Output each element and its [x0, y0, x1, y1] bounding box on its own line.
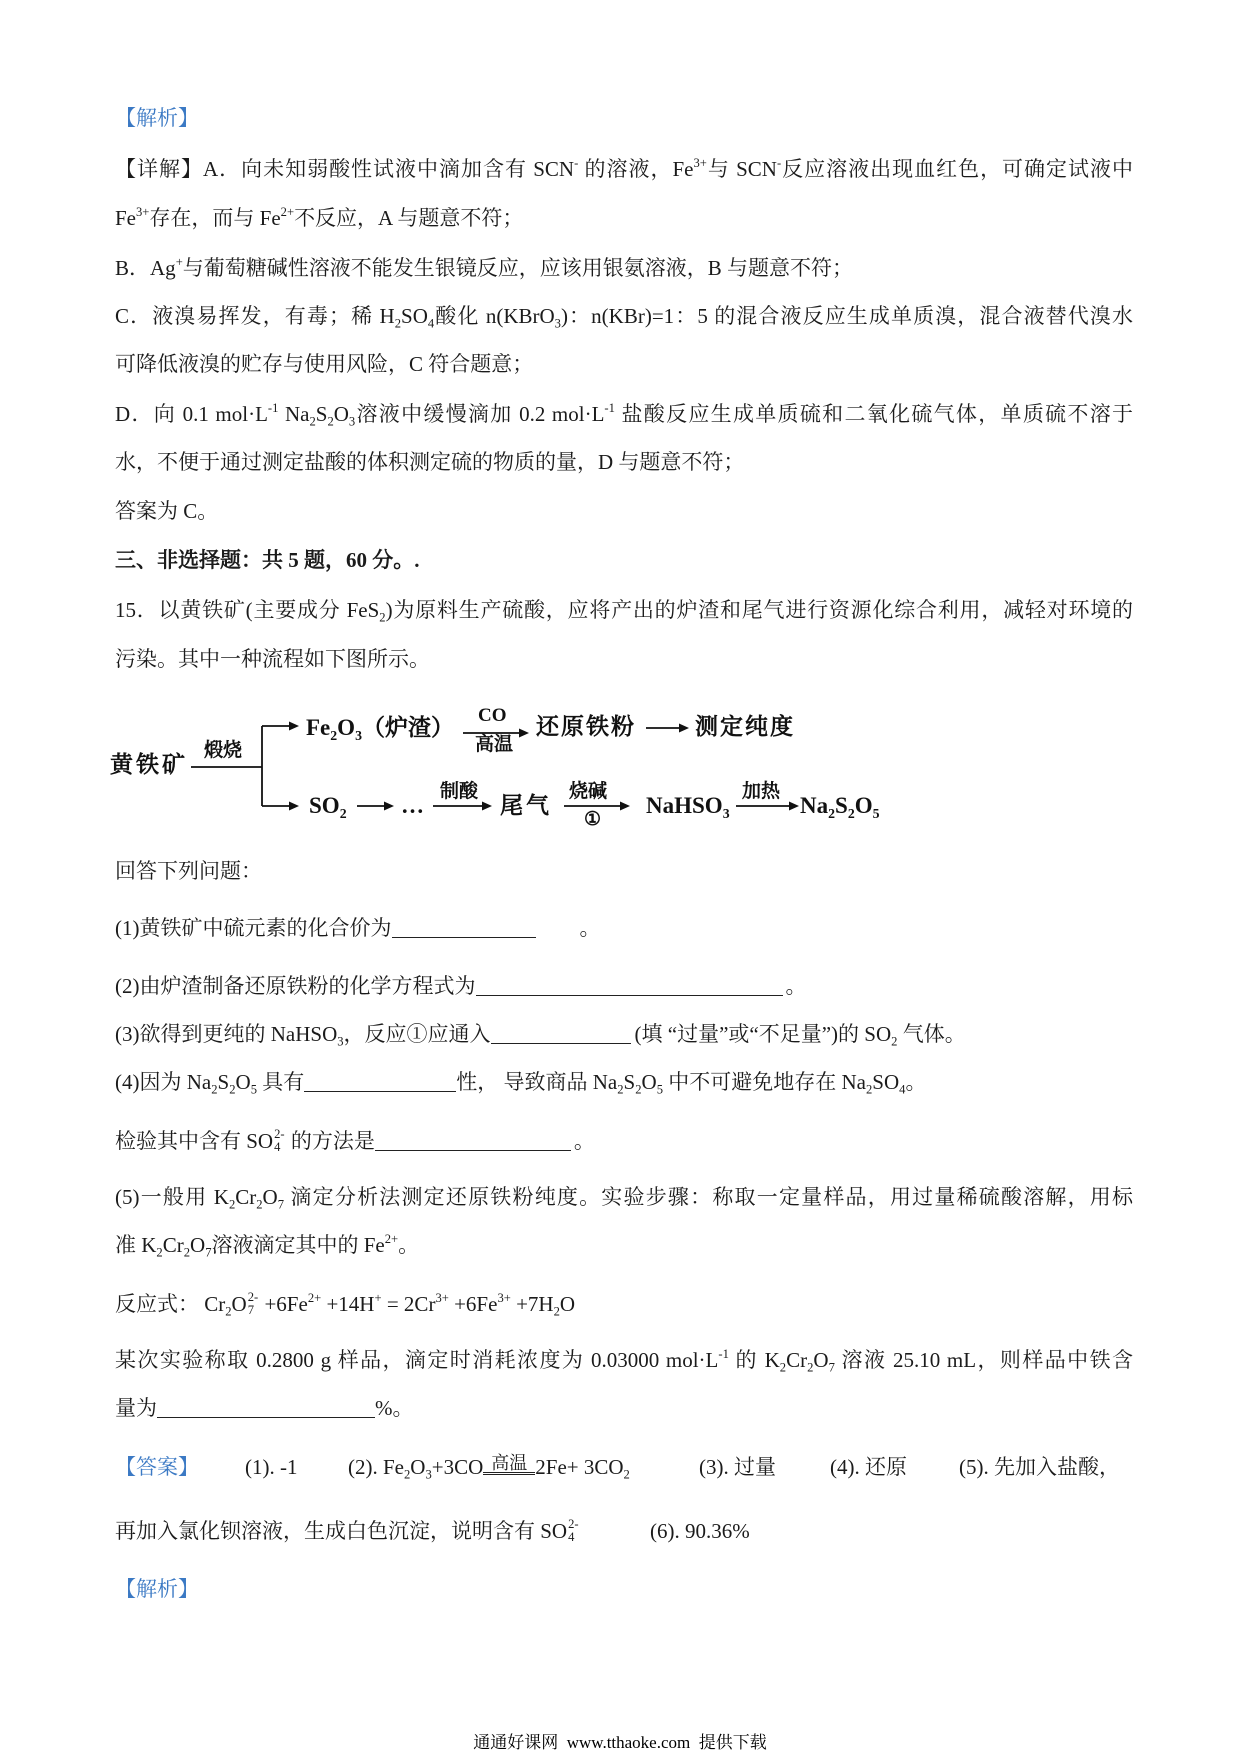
superscript: -1: [267, 401, 279, 416]
sub-question-5-line: [115, 1183, 1133, 1211]
subscript: 2: [553, 1304, 560, 1319]
text-run: （炉渣）: [361, 715, 454, 740]
reaction-equation: [115, 1290, 1133, 1318]
text-run: S: [315, 402, 328, 426]
superscript: 2+: [384, 1232, 399, 1247]
arrow-to-slag: [262, 722, 299, 731]
subscript: 2: [229, 1082, 236, 1097]
superscript: 3+: [497, 1291, 511, 1306]
subscript: 2: [807, 1360, 814, 1374]
detail-line: [115, 350, 1133, 378]
text-run: 再加入氯化钡溶液，生成白色沉淀，说明含有 SO: [115, 1519, 568, 1543]
answer-4: (4). 还原: [830, 1455, 907, 1479]
subscript: 2: [828, 805, 836, 821]
subscript: 5: [872, 805, 880, 821]
sub-question-4-test: [115, 1127, 1133, 1155]
question-text: [115, 1022, 491, 1049]
question-text-end: 。: [579, 916, 601, 940]
text-run: S: [835, 793, 848, 818]
analysis-heading: [115, 1575, 1133, 1603]
text-run: 2Fe+ 3CO: [535, 1455, 624, 1479]
text-run: 存在，而与 Fe: [149, 206, 281, 230]
page-footer: 通通好课网 www.tthaoke.com 提供下载: [473, 1733, 767, 1752]
flow-node-pyrite: 黄铁矿: [110, 752, 188, 777]
flow-node-tail-gas: 尾气: [500, 793, 552, 818]
question-text: (1)黄铁矿中硫元素的化合价为: [115, 916, 392, 940]
subscript: 2: [379, 610, 386, 624]
subscript: 2: [228, 1197, 236, 1211]
subscript: 2: [330, 727, 338, 743]
text-run: O: [813, 1348, 829, 1372]
analysis-label: 【解析】: [115, 1577, 199, 1601]
text-run: 的溶液，Fe: [578, 157, 694, 181]
equation-lhs: [348, 1455, 484, 1482]
flow-label-caustic-soda: 烧碱: [569, 781, 608, 802]
subscript: 3: [337, 1034, 344, 1049]
detail-line: [115, 204, 1133, 232]
answer-blank: [476, 977, 783, 996]
flow-node-so2: [309, 791, 347, 821]
flow-label-make-acid: 制酸: [440, 781, 479, 802]
flow-label-step-1: ①: [584, 809, 602, 830]
text-run: B．Ag: [115, 256, 176, 280]
text-run: (3)欲得到更纯的 NaHSO: [115, 1022, 338, 1046]
subscript: 2: [339, 805, 347, 821]
text-run: 不反应，A 与题意不符；: [294, 206, 524, 230]
detail-line: [115, 254, 1133, 282]
question-text-end: %。: [375, 1396, 414, 1420]
sub-question-3: [115, 1020, 1133, 1048]
text-run: 性， 导致商品 Na: [456, 1070, 618, 1094]
question-text: 量为: [115, 1396, 157, 1420]
arrow-heat: [736, 802, 799, 811]
text-run: 气体。: [897, 1022, 966, 1046]
text-run: 污染。其中一种流程如下图所示。: [115, 647, 430, 671]
text-run: Cr: [162, 1233, 184, 1257]
stacked-sup-sub: [568, 1518, 579, 1544]
answer-blank: [304, 1073, 456, 1092]
question-text: [115, 1126, 375, 1155]
subscript: 2: [225, 1304, 232, 1319]
subscript: 2: [211, 1082, 218, 1097]
superscript: -: [574, 156, 579, 171]
subscript: 4: [427, 316, 435, 330]
text-run: O: [559, 1292, 576, 1316]
analysis-heading: [115, 104, 1133, 132]
reaction-condition: 高温: [483, 1454, 535, 1475]
text-run: O: [410, 1455, 426, 1479]
answer-blank: [491, 1025, 631, 1044]
text-run: 溶液中缓慢滴加 0.2 mol·L: [355, 402, 605, 426]
flow-label-co: CO: [478, 705, 507, 726]
text-run: Fe: [115, 206, 136, 230]
answer-5: (5). 先加入盐酸，: [959, 1455, 1120, 1479]
text-run: 。: [398, 1233, 420, 1257]
text-run: 某次实验称取 0.2800 g 样品，滴定时消耗浓度为 0.03000 mol·L: [115, 1348, 719, 1372]
sub-question-1: [115, 914, 1133, 942]
arrow-make-acid: [433, 802, 492, 811]
subscript: 2: [617, 1082, 624, 1097]
question-text-end: 。: [573, 1129, 595, 1153]
sub-question-5-final: [115, 1394, 1133, 1422]
text-run: +6Fe: [259, 1292, 308, 1316]
text-run: Cr: [786, 1348, 808, 1372]
text-run: O: [235, 1070, 251, 1094]
text-run: = 2Cr: [381, 1292, 436, 1316]
text-run: Na: [278, 402, 310, 426]
text-run: )为原料生产硫酸，应将产出的炉渣和尾气进行资源化综合利用，减轻对环境的: [385, 598, 1133, 622]
text-run: Cr: [235, 1185, 257, 1209]
text-run: (5)一般用 K: [115, 1185, 229, 1209]
subscript: 2: [865, 1082, 873, 1097]
subscript: 7: [247, 1303, 255, 1318]
sub-question-4: [115, 1068, 1133, 1096]
answer-2: [348, 1453, 630, 1481]
answer-6: (6). 90.36%: [650, 1519, 750, 1543]
subscript: 5: [250, 1082, 257, 1097]
superscript: 2+: [280, 205, 295, 220]
flow-node-reduced-iron: 还原铁粉: [536, 714, 636, 739]
text-run: Na: [800, 793, 829, 818]
analysis-label: 【解析】: [115, 106, 199, 130]
text-run: 与葡萄糖碱性溶液不能发生银镜反应，应该用银氨溶液，B 与题意不符；: [182, 256, 854, 280]
text-run: O: [333, 402, 349, 426]
text-run: )：n(KBr)=1：5 的混合液反应生成单质溴，混合液替代溴水: [560, 304, 1133, 328]
superscript: 3+: [693, 156, 707, 171]
text-run: 答案为 C。: [115, 499, 219, 523]
subscript: 4: [568, 1530, 575, 1545]
answer-3: (3). 过量: [699, 1455, 776, 1479]
answer-blank: [375, 1132, 571, 1151]
text-run: ，反应①应通入: [343, 1022, 491, 1046]
superscript: 2-: [568, 1516, 579, 1531]
flow-label-high-temp: 高温: [475, 734, 514, 755]
arrow-to-so2: [262, 802, 299, 811]
flow-node-nahso3: [646, 791, 730, 821]
text-run: 与 SCN: [706, 157, 777, 181]
question-text: [115, 1070, 305, 1097]
answer-blank: [157, 1399, 375, 1418]
subscript: 5: [656, 1082, 663, 1097]
superscript: -1: [604, 401, 615, 416]
detail-conclusion: [115, 497, 1133, 525]
arrow-to-purity: [646, 724, 689, 733]
text-run: +14H: [321, 1292, 375, 1316]
text-run: 酸化 n(KBrO: [434, 304, 555, 328]
answer-row: [0, 1517, 1240, 1545]
text-run: SO: [872, 1070, 900, 1094]
detail-line: [115, 400, 1133, 428]
question-prompt: 回答下列问题：: [115, 859, 262, 883]
superscript: +: [374, 1291, 382, 1306]
subscript: 2: [327, 414, 334, 428]
question-stem-line: [115, 645, 1133, 673]
text-run: O: [854, 793, 873, 818]
text-run: (4)因为 Na: [115, 1070, 212, 1094]
text-run: S: [217, 1070, 230, 1094]
text-run: (2). Fe: [348, 1455, 404, 1479]
text-run: Fe: [306, 715, 331, 740]
subscript: 2: [156, 1245, 163, 1260]
answer-label: 【答案】: [115, 1455, 199, 1479]
subscript: 2: [183, 1245, 191, 1260]
superscript: 3+: [435, 1291, 449, 1306]
superscript: 2-: [274, 1126, 285, 1141]
subscript: 2: [256, 1197, 263, 1211]
text-run: 具有: [256, 1070, 305, 1094]
text-run: 溶液滴定其中的 Fe: [211, 1233, 385, 1257]
stacked-sup-sub: [274, 1128, 285, 1154]
text-run: O: [262, 1185, 278, 1209]
subscript: 2: [635, 1082, 642, 1097]
answer-5-continued: [115, 1517, 580, 1545]
flow-node-slag: [306, 713, 454, 743]
text-run: 检验其中含有 SO: [115, 1129, 274, 1153]
text-run: 反应式： Cr: [115, 1292, 226, 1316]
text-run: O: [190, 1233, 206, 1257]
answer-1: (1). -1: [245, 1455, 298, 1479]
subscript: 2: [623, 1467, 630, 1482]
text-run: 的方法是: [285, 1129, 375, 1153]
text-run: O: [337, 715, 356, 740]
subscript: 2: [847, 805, 855, 821]
text-run: SO: [401, 304, 428, 328]
text-run: (填 “过量”或“不足量”)的 SO: [634, 1022, 892, 1046]
text-run: 【详解】A．向未知弱酸性试液中滴加含有 SCN: [115, 157, 575, 181]
superscript: -1: [718, 1347, 729, 1362]
subscript: 2: [394, 316, 402, 330]
superscript: 2+: [307, 1291, 322, 1306]
subscript: 3: [425, 1467, 432, 1482]
subscript: 3: [722, 805, 730, 821]
subscript: 2: [309, 414, 316, 428]
text-run: SO: [309, 793, 340, 818]
text-run: C．液溴易挥发，有毒；稀 H: [115, 304, 395, 328]
superscript: +: [175, 255, 183, 270]
text-run: 15．以黄铁矿(主要成分 FeS: [115, 598, 380, 622]
subscript: 2: [891, 1034, 898, 1049]
text-run: D．向 0.1 mol·L: [115, 402, 268, 426]
question-text-end: 。: [785, 974, 807, 998]
sub-question-2: [115, 972, 1133, 1000]
question-text-end: [456, 1070, 927, 1097]
equation-rhs: [535, 1455, 630, 1482]
text-run: 水，不便于通过测定盐酸的体积测定硫的物质的量，D 与题意不符；: [115, 450, 745, 474]
superscript: 3+: [136, 205, 150, 220]
question-text: (2)由炉渣制备还原铁粉的化学方程式为: [115, 974, 476, 998]
text-run: S: [623, 1070, 636, 1094]
text-run: +3CO: [431, 1455, 484, 1479]
sub-question-5-line: [115, 1231, 1133, 1259]
text-run: +6Fe: [448, 1292, 498, 1316]
text-run: 滴定分析法测定还原铁粉纯度。实验步骤：称取一定量样品，用过量稀硫酸溶解，用标: [284, 1185, 1133, 1209]
text-run: 中不可避免地存在 Na: [662, 1070, 866, 1094]
detail-line: [115, 302, 1133, 330]
section-heading: 三、非选择题：共 5 题，60 分。.: [115, 548, 420, 572]
flow-node-ellipsis: …: [401, 793, 424, 818]
text-run: +7H: [510, 1292, 554, 1316]
text-run: 的 K: [728, 1348, 780, 1372]
stacked-sup-sub: [248, 1291, 259, 1317]
subscript: 4: [899, 1082, 906, 1097]
subscript: 3: [554, 316, 561, 330]
flow-label-calcine: 煅烧: [204, 740, 243, 761]
text-run: 反应溶液出现血红色，可确定试液中: [781, 157, 1133, 181]
superscript: 2-: [247, 1289, 259, 1304]
answer-blank: [392, 919, 536, 938]
flow-node-product: [800, 791, 880, 821]
subscript: 4: [274, 1140, 281, 1155]
detail-line: [115, 155, 1133, 183]
question-stem-line: [115, 596, 1133, 624]
arrow-after-so2: [357, 802, 394, 811]
text-run: NaHSO: [646, 793, 723, 818]
subscript: 7: [277, 1197, 284, 1211]
text-run: 可降低液溴的贮存与使用风险，C 符合题意；: [115, 352, 534, 376]
flow-label-heat: 加热: [742, 781, 781, 802]
detail-line: [115, 448, 1133, 476]
subscript: 3: [348, 414, 356, 428]
text-run: 溶液 25.10 mL，则样品中铁含: [834, 1348, 1133, 1372]
flow-node-purity: 测定纯度: [695, 714, 795, 739]
text-run: 盐酸反应生成单质硫和二氧化硫气体，单质硫不溶于: [614, 402, 1133, 426]
text-run: 。: [905, 1070, 927, 1094]
text-run: O: [231, 1292, 247, 1316]
subscript: 3: [355, 727, 362, 743]
subscript: 7: [205, 1245, 212, 1260]
sub-question-5-experiment: [115, 1346, 1133, 1374]
answer-row: [0, 1453, 1240, 1481]
question-text-end: [634, 1022, 966, 1049]
text-run: 准 K: [115, 1233, 157, 1257]
text-run: O: [641, 1070, 657, 1094]
superscript: -: [776, 156, 782, 171]
subscript: 2: [404, 1467, 411, 1482]
subscript: 7: [828, 1360, 835, 1374]
subscript: 2: [779, 1360, 787, 1374]
